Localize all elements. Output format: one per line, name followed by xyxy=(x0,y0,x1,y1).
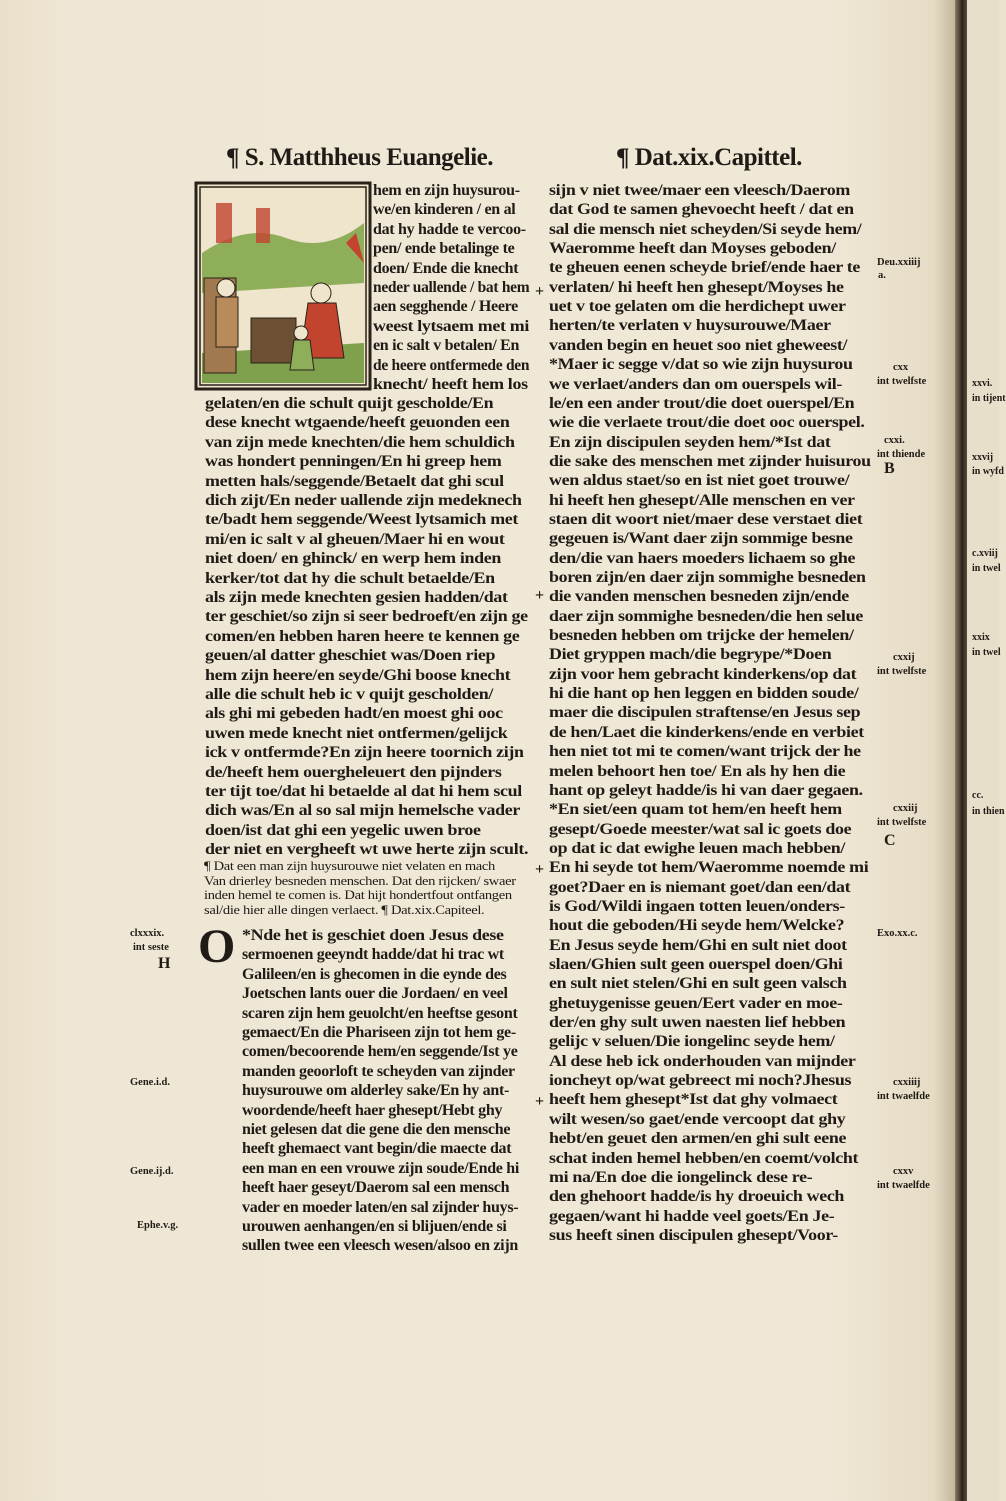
text-line: comen/becoorende hem/en seggende/Ist ye xyxy=(242,1043,518,1061)
annotation-cross-mark: + xyxy=(535,1093,545,1110)
text-line: heeft haer geseyt/Daerom sal een mensch xyxy=(242,1179,510,1197)
decorated-initial: O xyxy=(198,920,236,973)
annotation-cross-mark: + xyxy=(535,283,545,300)
text-line: op dat ic dat ewighe leuen mach hebben/ xyxy=(549,839,846,857)
text-line: verlaten/ hi heeft hen ghesept/Moyses he xyxy=(549,278,844,296)
text-line: slaen/Ghien sult geen ouerspel doen/Ghi xyxy=(549,956,843,973)
text-line: Joetschen lants ouer die Jordaen/ en veel xyxy=(242,985,508,1003)
text-line: de hen/Laet die kinderkens/ende en verbiet xyxy=(549,723,864,741)
text-line: comen/en hebben haren heere te kennen ge xyxy=(205,627,520,645)
margin-note: clxxxix. xyxy=(130,928,165,939)
next-page-margin-fragment: cc. xyxy=(972,790,984,801)
text-line: en ic salt v betalen/ En xyxy=(373,337,520,355)
margin-note: a. xyxy=(878,270,886,281)
book-gutter xyxy=(955,0,967,1501)
margin-note: B xyxy=(884,460,895,477)
next-page-margin-fragment: xxvij xyxy=(972,452,994,463)
text-line: ghetuygenisse geuen/Eert vader en moe- xyxy=(549,994,843,1012)
next-page-edge xyxy=(967,0,1006,1501)
text-line: metten hals/seggende/Betaelt dat ghi scul xyxy=(205,472,504,490)
text-line: knecht/ heeft hem los xyxy=(373,376,528,393)
text-line: weest lytsaem met mi xyxy=(373,317,529,335)
text-line: vader en moeder laten/en sal zijnder huys- xyxy=(242,1198,519,1216)
text-line: Waeromme heeft dan Moyses geboden/ xyxy=(549,240,836,258)
text-line: heeft ghemaect vant begin/die maecte dat xyxy=(242,1140,512,1158)
text-line: we/en kinderen / en al xyxy=(373,201,516,219)
text-line: die vanden menschen besneden zijn/ende xyxy=(549,588,849,606)
text-line: Al dese heb ick onderhouden van mijnder xyxy=(549,1052,856,1070)
text-line: der niet en vergheeft wt uwe herte zijn scult. xyxy=(205,841,529,859)
chapter-summary-line: ¶ Dat een man zijn huysurouwe niet velaten en mach xyxy=(204,858,496,873)
text-line: hen niet tot mi te comen/want trijck der he xyxy=(549,743,861,761)
text-line: *Maer ic segge v/dat so wie zijn huysurou xyxy=(549,356,853,374)
text-line: hi heeft hen ghesept/Alle menschen en ver xyxy=(549,491,855,509)
text-line: niet gelesen dat die gene die den mensche xyxy=(242,1121,511,1138)
text-line: besneden hebben om trijcke der hemelen/ xyxy=(549,627,854,645)
text-line: geuen/al datter gheschiet was/Doen riep xyxy=(205,647,496,665)
text-line: gegeuen is/Want daer zijn sommige besne xyxy=(549,530,853,548)
text-line: En zijn discipulen seyden hem/*Ist dat xyxy=(549,433,831,451)
margin-note: cxx xyxy=(893,362,909,373)
text-line: uwen mede knecht niet ontfermen/gelijck xyxy=(205,724,508,742)
text-line: ioncheyt op/wat gebreect mi noch?Jhesus xyxy=(549,1072,852,1090)
text-line: woordende/heeft haer ghesept/Hebt ghy xyxy=(242,1101,503,1119)
text-line: En Jesus seyde hem/Ghi en sult niet doot xyxy=(549,936,847,954)
margin-note: Deu.xxiiij xyxy=(877,257,921,268)
text-line: een man en een vrouwe zijn soude/Ende hi xyxy=(242,1159,520,1177)
margin-note: Ephe.v.g. xyxy=(137,1220,179,1231)
margin-note: Exo.xx.c. xyxy=(877,928,918,939)
margin-note: cxxv xyxy=(893,1166,914,1177)
text-line: pen/ ende betalinge te xyxy=(373,240,515,258)
text-line: alle die schult heb ic v quijt gescholden/ xyxy=(205,686,494,703)
text-line: hout die geboden/Hi seyde hem/Welcke? xyxy=(549,917,845,935)
text-line: en sult niet stelen/Ghi en sult geen valsch xyxy=(549,975,847,993)
text-line: daer zijn sommighe besneden/die hen selue xyxy=(549,607,863,625)
next-page-margin-fragment: in thien xyxy=(972,806,1005,817)
text-line: de heere ontfermede den xyxy=(373,356,530,374)
text-line: zijn voor hem gebracht kinderkens/op dat xyxy=(549,665,857,683)
text-line: gemaect/En die Phariseen zijn tot hem ge- xyxy=(242,1024,516,1041)
text-line: gelaten/en die schult quijt gescholde/En xyxy=(205,395,494,412)
text-line: is God/Wildi ingaen totten leuen/onders- xyxy=(549,897,845,915)
text-line: wen aldus staet/so en ist niet goet trouwe/ xyxy=(549,472,850,490)
text-line: dich was/En al so sal mijn hemelsche vader xyxy=(205,802,520,820)
margin-note: H xyxy=(158,955,171,972)
text-line: aen segghende / Heere xyxy=(373,298,518,316)
margin-note: int twaelfde xyxy=(877,1180,930,1191)
text-line: gegaen/want hi hadde veel goets/En Je- xyxy=(549,1207,835,1225)
chapter-summary-line: sal/die hier alle dingen verlaect. ¶ Dat.xix.Capiteel. xyxy=(204,901,485,917)
next-page-margin-fragment: xxvi. xyxy=(972,378,993,389)
margin-note: cxxiiij xyxy=(893,1077,921,1088)
running-header-right: ¶ Dat.xix.Capittel. xyxy=(616,144,802,171)
text-line: hant op geleyt hadde/is hi van daer gegaen. xyxy=(549,781,863,799)
next-page-margin-fragment: c.xviij xyxy=(972,548,998,559)
text-line: scaren zijn hem geuolcht/en heeftse gesont xyxy=(242,1004,518,1022)
chapter-summary-line: inden hemel te comen is. Dat hijt hondertfout ontfangen xyxy=(204,887,512,902)
text-line: hem en zijn huysurou- xyxy=(373,182,520,199)
margin-note: cxxij xyxy=(893,652,915,663)
text-line: melen behoort hen toe/ En als hy hen die xyxy=(549,762,846,780)
text-line: niet doen/ en ghinck/ en werp hem inden xyxy=(205,550,502,568)
text-line: vanden begin en heuet soo niet gheweest/ xyxy=(549,336,848,354)
text-line: hebt/en geuet den armen/en ghi sult eene xyxy=(549,1130,847,1148)
text-line: *En siet/een quam tot hem/en heeft hem xyxy=(549,801,842,819)
text-line: te/badt hem seggende/Weest lytsamich met xyxy=(205,511,519,529)
margin-note: int thiende xyxy=(877,449,926,460)
text-line: als ghi mi gebeden hadt/en moest ghi ooc xyxy=(205,705,503,723)
text-line: neder uallende / bat hem xyxy=(373,279,530,296)
margin-note: int twaelfde xyxy=(877,1091,930,1102)
text-line: mi/en ic salt v al gheuen/Maer hi en wout xyxy=(205,530,505,548)
text-line: der/en ghy sult uwen naesten lief hebben xyxy=(549,1014,846,1032)
text-line: heeft hem ghesept*Ist dat ghy volmaect xyxy=(549,1091,838,1109)
text-line: als zijn mede knechten gesien hadden/dat xyxy=(205,589,508,606)
text-line: gelijc v seluen/Die iongelinc seyde hem/ xyxy=(549,1033,835,1051)
text-line: *Nde het is geschiet doen Jesus dese xyxy=(242,927,504,944)
margin-note: cxxi. xyxy=(884,435,905,446)
text-line: sermoenen geeyndt hadde/dat hi trac wt xyxy=(242,946,504,964)
next-page-margin-fragment: in twel xyxy=(972,647,1001,658)
text-line: hi die hant op hen leggen en bidden soude/ xyxy=(549,685,859,703)
next-page-margin-fragment: in twel xyxy=(972,563,1001,574)
text-line: sijn v niet twee/maer een vleesch/Daerom xyxy=(549,182,850,199)
text-line: doen/ist dat ghi een yegelic uwen broe xyxy=(205,821,481,839)
text-line: maer die discipulen straftense/en Jesus sep xyxy=(549,704,861,722)
text-line: Galileen/en is ghecomen in die eynde des xyxy=(242,965,507,983)
next-page-margin-fragment: in tijent xyxy=(972,393,1006,404)
annotation-cross-mark: + xyxy=(535,861,545,878)
text-line: schat inden hemel hebben/en coemt/volcht xyxy=(549,1149,859,1167)
text-line: urouwen aenhangen/en si blijuen/ende si xyxy=(242,1218,507,1235)
margin-note: int twelfste xyxy=(877,666,927,677)
text-line: goet?Daer en is niemant goet/dan een/dat xyxy=(549,878,851,896)
text-line: ter geschiet/so zijn si seer bedroeft/en zijn ge xyxy=(205,608,528,626)
text-line: kerker/tot dat hy die schult betaelde/En xyxy=(205,569,495,587)
text-line: doen/ Ende die knecht xyxy=(373,259,519,277)
text-line: de/heeft hem ouergheleuert den pijnders xyxy=(205,763,502,781)
text-line: le/en een ander trout/die doet ouerspel/En xyxy=(549,394,855,412)
text-line: van zijn mede knechten/die hem schuldich xyxy=(205,433,515,451)
text-line: huysurouwe om alderley sake/En hy ant- xyxy=(242,1082,510,1100)
text-line: den/die van haers moeders lichaem so ghe xyxy=(549,549,856,567)
text-line: dat God te samen ghevoecht heeft / dat en xyxy=(549,201,854,219)
margin-note: C xyxy=(884,832,896,849)
text-line: hem zijn heere/en seyde/Ghi boose knecht xyxy=(205,666,511,684)
next-page-margin-fragment: xxix xyxy=(972,632,990,643)
text-line: die sake des menschen met zijnder huisurou xyxy=(549,452,871,470)
text-line: gesept/Goede meester/wat sal ic goets doe xyxy=(549,820,852,838)
text-line: sus heeft sinen discipulen ghesept/Voor- xyxy=(549,1226,838,1244)
text-line: mi na/En doe die iongelinck dese re- xyxy=(549,1168,813,1186)
text-line: te gheuen eenen scheyde brief/ende haer te xyxy=(549,259,861,277)
text-line: was hondert penningen/En hi greep hem xyxy=(205,453,502,471)
text-line: dese knecht wtgaende/heeft geuonden een xyxy=(205,414,510,432)
woodcut-illustration xyxy=(196,183,370,389)
text-line: dat hy hadde te vercoo- xyxy=(373,220,526,238)
running-header-left: ¶ S. Matthheus Euangelie. xyxy=(226,144,494,171)
next-page-margin-fragment: in wyfd xyxy=(972,466,1004,477)
margin-note: int seste xyxy=(133,942,169,953)
text-line: herten/te verlaten v huysurouwe/Maer xyxy=(549,317,831,335)
text-line: wilt wesen/so gaet/ende vercoopt dat ghy xyxy=(549,1110,846,1128)
text-line: staen dit woort niet/maer dese verstaet diet xyxy=(549,510,863,528)
text-line: manden geoorloft te scheyden van zijnder xyxy=(242,1062,515,1080)
text-line: Diet gryppen mach/die begrype/*Doen xyxy=(549,646,832,664)
chapter-summary-line: Van drierley besneden menschen. Dat den rijcken/ swaer xyxy=(204,872,516,888)
text-line: wie die verlaete trout/die doet ooc ouerspel. xyxy=(549,414,865,432)
margin-note: Gene.ij.d. xyxy=(130,1166,174,1177)
text-line: we verlaet/anders dan om ouerspels wil- xyxy=(549,375,843,393)
margin-note: int twelfste xyxy=(877,376,927,387)
text-line: En hi seyde tot hem/Waeromme noemde mi xyxy=(549,859,869,877)
text-line: dich zijt/En neder uallende zijn medeknech xyxy=(205,492,522,509)
text-line: uet v toe gelaten om die herdichept uwer xyxy=(549,298,846,316)
text-line: sullen twee een vleesch wesen/alsoo en zijn xyxy=(242,1237,518,1255)
text-line: boren zijn/en daer zijn sommighe besneden xyxy=(549,569,866,586)
text-line: den ghehoort hadde/is hy droeuich wech xyxy=(549,1188,845,1206)
annotation-cross-mark: + xyxy=(535,587,545,604)
margin-note: int twelfste xyxy=(877,817,927,828)
margin-note: Gene.i.d. xyxy=(130,1077,170,1088)
margin-note: cxxiij xyxy=(893,803,918,814)
text-line: ick v ontfermde?En zijn heere toornich zijn xyxy=(205,744,524,762)
text-line: sal die mensch niet scheyden/Si seyde hem/ xyxy=(549,220,862,238)
text-line: ter tijt toe/dat hi betaelde al dat hi hem scul xyxy=(205,783,522,800)
